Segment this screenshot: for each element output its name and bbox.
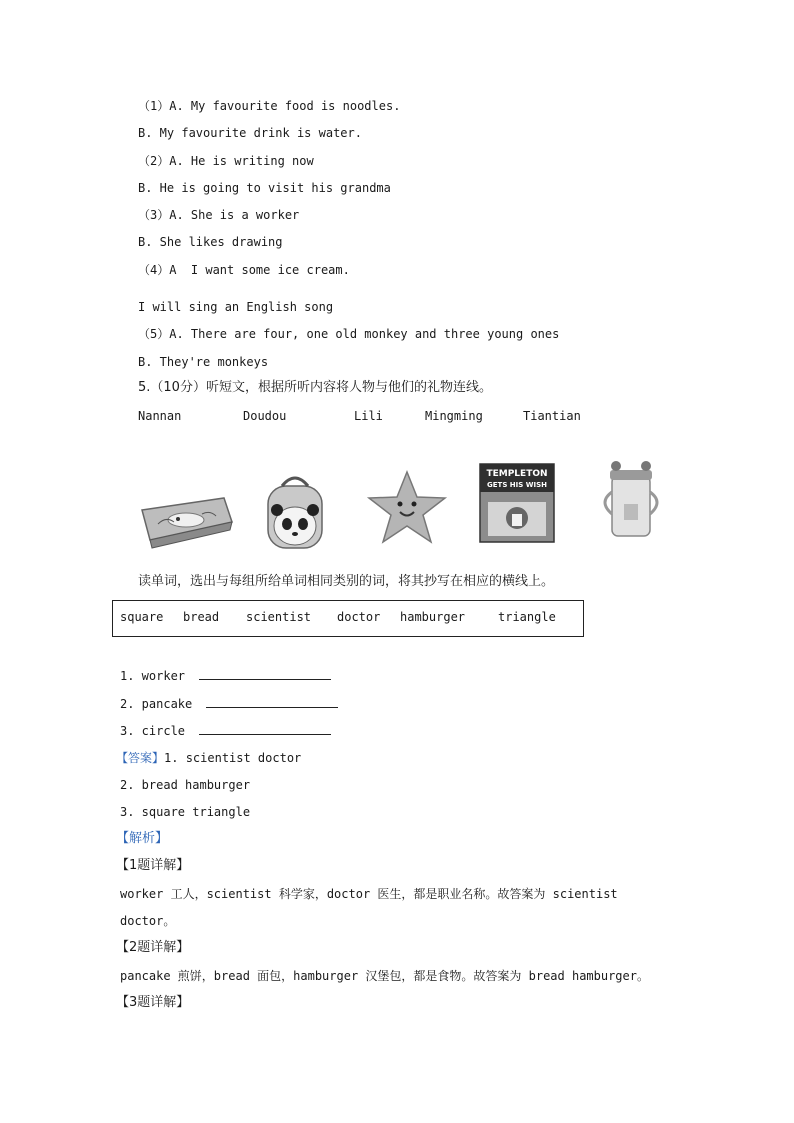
name-tiantian: Tiantian — [523, 409, 581, 423]
option-5a: （5）A. There are four, one old monkey and three young ones — [138, 327, 560, 341]
book-title-line-2: GETS HIS WISH — [487, 481, 547, 489]
analysis-tag: 【解析】 — [116, 831, 169, 846]
option-1b: B. My favourite drink is water. — [138, 126, 362, 140]
answer-3: 3. square triangle — [120, 805, 251, 819]
name-mingming: Mingming — [425, 409, 483, 423]
option-5b: B. They're monkeys — [138, 355, 269, 369]
answer-blank-1[interactable] — [199, 669, 331, 680]
option-2b: B. He is going to visit his grandma — [138, 181, 391, 195]
reading-instruction: 读单词，选出与每组所给单词相同类别的词，将其抄写在相应的横线上。 — [138, 574, 555, 589]
book-title-line-1: TEMPLETON — [486, 469, 548, 479]
word-square: square — [120, 610, 164, 624]
fill-item-2 — [120, 696, 338, 712]
water-cup-image — [598, 460, 664, 540]
answer-tag: 【答案】 — [116, 751, 165, 765]
answer-line-1 — [116, 750, 301, 766]
answer-blank-3[interactable] — [199, 724, 331, 735]
word-doctor: doctor — [337, 610, 381, 624]
panda-backpack-image — [262, 470, 328, 552]
name-nannan: Nannan — [138, 409, 182, 423]
name-doudou: Doudou — [243, 409, 287, 423]
fill-item-2-word: 2. pancake — [120, 697, 193, 711]
word-bread: bread — [183, 610, 220, 624]
question-5-title: 5.（10分）听短文，根据所听内容将人物与他们的礼物连线。 — [138, 380, 492, 395]
fill-item-1-word: 1. worker — [120, 669, 186, 683]
analysis-heading-2: 【2题详解】 — [116, 940, 190, 955]
fill-item-1 — [120, 668, 331, 684]
option-3b: B. She likes drawing — [138, 235, 283, 249]
answer-2: 2. bread hamburger — [120, 778, 251, 792]
fill-item-3-word: 3. circle — [120, 724, 186, 738]
option-2a: （2）A. He is writing now — [138, 154, 314, 168]
analysis-text-2: pancake 煎饼，bread 面包，hamburger 汉堡包，都是食物。故答案为 bread hamburger。 — [120, 969, 649, 983]
analysis-text-1a: worker 工人，scientist 科学家，doctor 医生，都是职业名称。故答案为 scientist — [120, 887, 618, 901]
storybook-image — [478, 462, 556, 544]
option-3a: （3）A. She is a worker — [138, 208, 300, 222]
fill-item-3 — [120, 723, 331, 739]
analysis-heading-1: 【1题详解】 — [116, 858, 190, 873]
analysis-text-1b: doctor。 — [120, 914, 176, 928]
answer-blank-2[interactable] — [206, 697, 338, 708]
answer-1: 1. scientist doctor — [164, 751, 302, 765]
option-4a: （4）A I want some ice cream. — [138, 263, 350, 277]
analysis-heading-3: 【3题详解】 — [116, 995, 190, 1010]
word-triangle: triangle — [498, 610, 556, 624]
pencil-case-image — [138, 488, 234, 550]
option-4b: I will sing an English song — [138, 300, 334, 314]
word-scientist: scientist — [246, 610, 312, 624]
name-lili: Lili — [354, 409, 383, 423]
star-toy-image — [366, 470, 448, 544]
option-1a: （1）A. My favourite food is noodles. — [138, 99, 401, 113]
word-hamburger: hamburger — [400, 610, 466, 624]
word-bank — [112, 600, 584, 637]
